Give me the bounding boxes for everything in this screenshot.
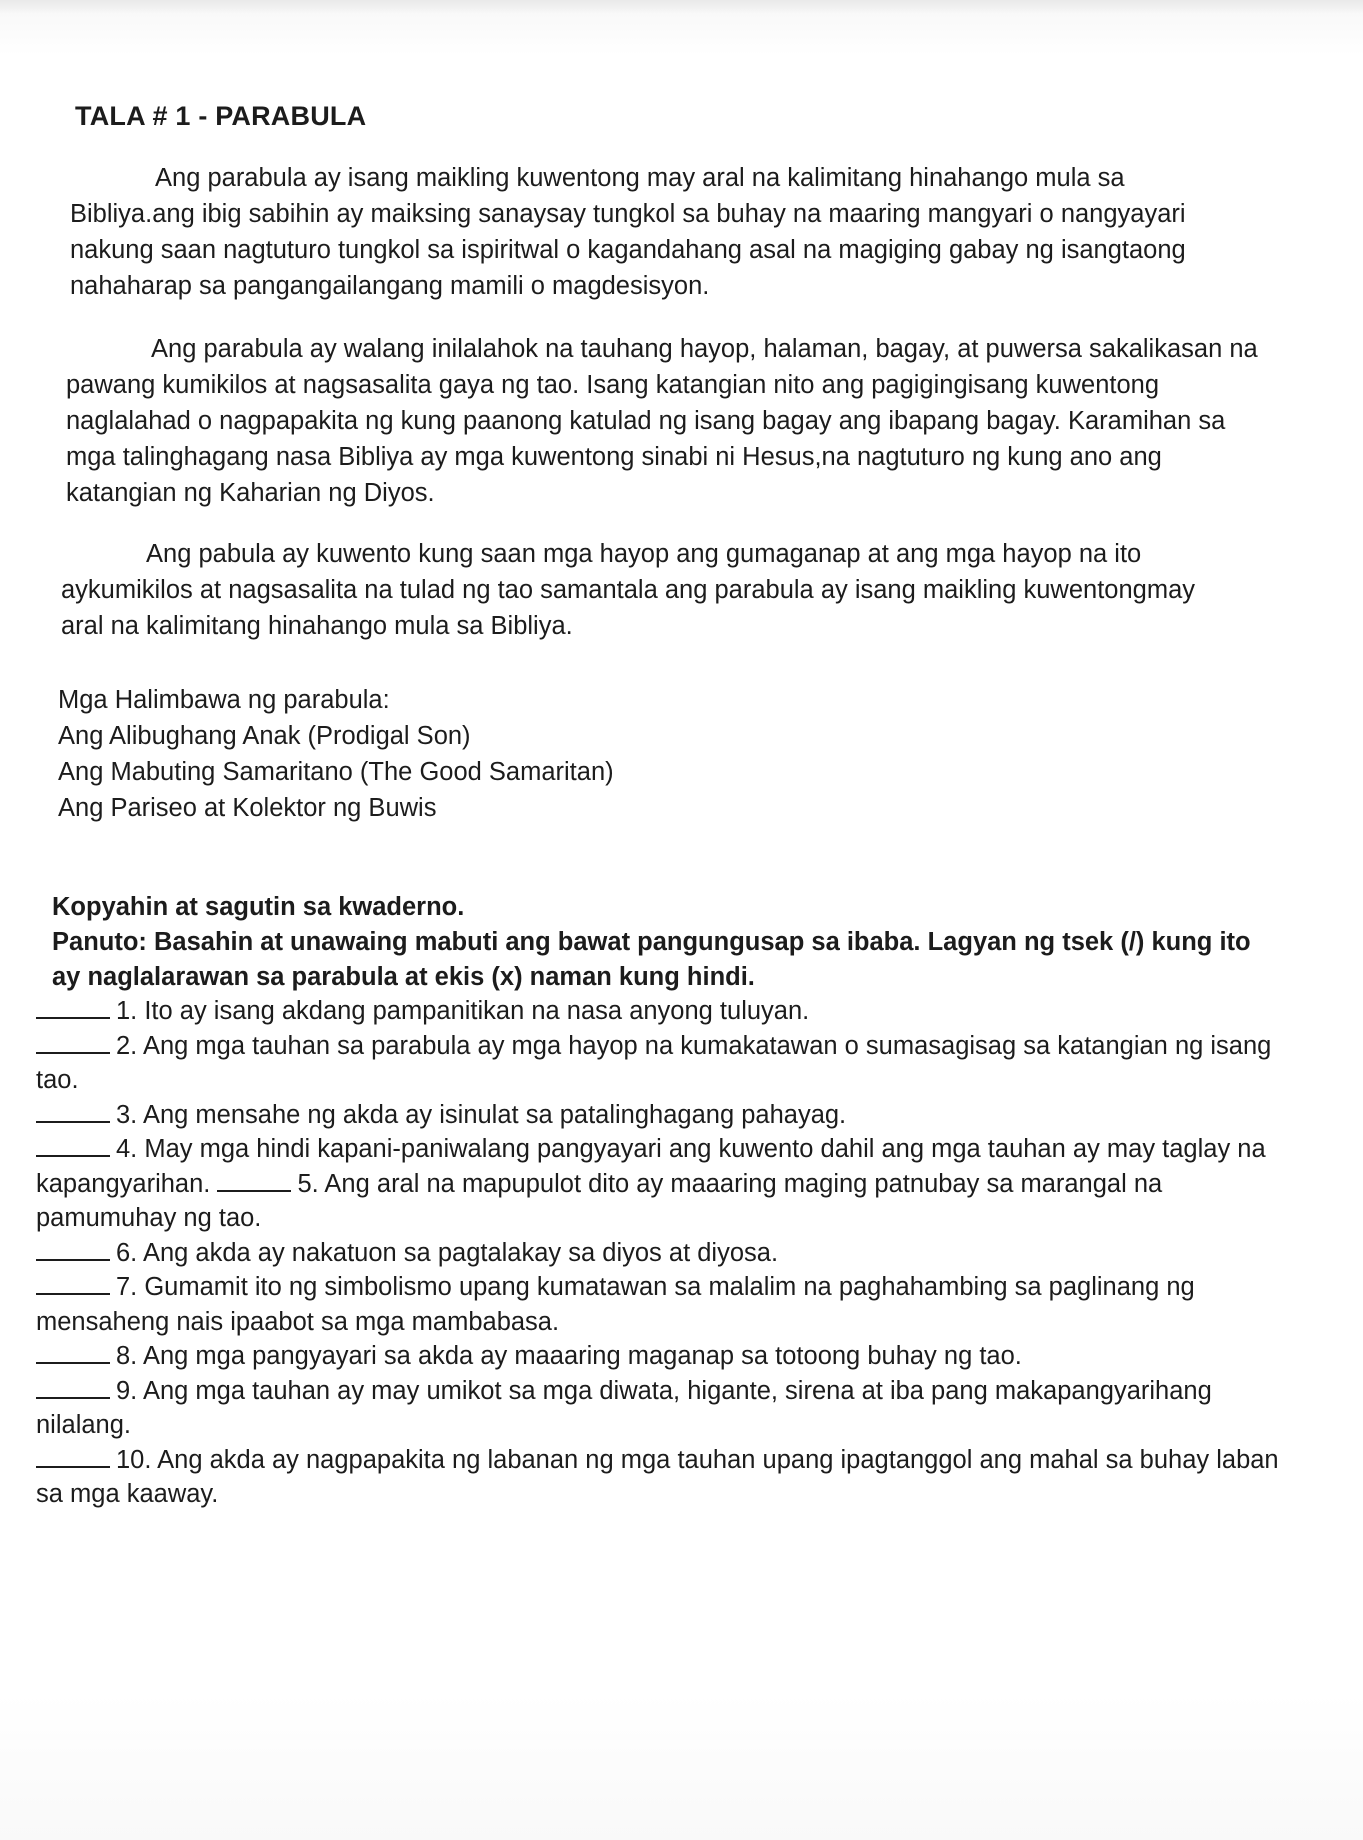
examples-list: [58, 682, 614, 826]
paragraph-definition: Ang parabula ay isang maikling kuwentong may aral na kalimitang hinahango mula sa Bibliya.ang ibig sabihin ay maiksing sanaysay tungkol sa buhay na maaring mangyari o nangyayari nakung saan nagtuturo tungkol sa ispiritwal o kagandahang asal na magiging gabay ng isangtaong nahaharap sa pangangailangang mamili o magdesisyon.: [70, 164, 1186, 300]
answer-blank[interactable]: [217, 1168, 291, 1192]
answer-blank[interactable]: [36, 1237, 110, 1261]
examples-heading: Mga Halimbawa ng parabula:: [58, 686, 390, 714]
instructions-block: [52, 890, 1282, 995]
question-list: [36, 994, 1286, 1512]
example-item: Ang Alibughang Anak (Prodigal Son): [58, 722, 471, 750]
question-text: 9. Ang mga tauhan ay may umikot sa mga diwata, higante, sirena at iba pang makapangyarihang nilalang.: [36, 1376, 1212, 1439]
scan-edge-shadow: [0, 0, 1363, 14]
question-text: 6. Ang akda ay nakatuon sa pagtalakay sa diyos at diyosa.: [116, 1238, 779, 1267]
answer-blank[interactable]: [36, 995, 110, 1019]
question-item: [36, 1443, 1286, 1512]
answer-blank[interactable]: [36, 1340, 110, 1364]
question-text: 5. Ang aral na mapupulot dito ay maaaring maging patnubay sa marangal na pamumuhay ng tao.: [36, 1169, 1163, 1232]
instruction-copy: Kopyahin at sagutin sa kwaderno.: [52, 893, 465, 921]
question-item: [36, 1339, 1286, 1374]
page-title: TALA # 1 - PARABULA: [75, 101, 367, 131]
answer-blank[interactable]: [36, 1133, 110, 1157]
question-text: 8. Ang mga pangyayari sa akda ay maaaring maganap sa totoong buhay ng tao.: [116, 1342, 1022, 1370]
question-text: 4. May mga hindi kapani-paniwalang pangyayari ang kuwento dahil ang mga tauhan ay may taglay na kapangyarihan.: [36, 1135, 1266, 1198]
question-text: 2. Ang mga tauhan sa parabula ay mga hayop na kumakatawan o sumasagisag sa katangian ng isang tao.: [36, 1031, 1272, 1094]
example-item: Ang Pariseo at Kolektor ng Buwis: [58, 794, 437, 822]
question-item: [36, 1270, 1286, 1339]
question-item: [36, 1029, 1286, 1098]
answer-blank[interactable]: [36, 1375, 110, 1399]
paragraph-comparison: Ang pabula ay kuwento kung saan mga hayop ang gumaganap at ang mga hayop na ito aykumikilos at nagsasalita na tulad ng tao samantala ang parabula ay isang maikling kuwentongmay aral na kalimitang hinahango mula sa Bibliya.: [61, 540, 1196, 640]
question-item: [36, 1236, 1286, 1271]
example-item: Ang Mabuting Samaritano (The Good Samaritan): [58, 758, 614, 786]
paragraph-characteristics: Ang parabula ay walang inilalahok na tauhang hayop, halaman, bagay, at puwersa sakalikasan na pawang kumikilos at nagsasalita gaya ng tao. Isang katangian nito ang pagigingisang kuwentong naglalahad o nagpapakita ng kung paanong katulad ng isang bagay ang ibapang bagay. Karamihan sa mga talinghagang nasa Bibliya ay mga kuwentong sinabi ni Hesus,na nagtuturo ng kung ano ang katangian ng Kaharian ng Diyos.: [66, 335, 1258, 507]
question-item: [36, 994, 1286, 1029]
question-text: 10. Ang akda ay nagpapakita ng labanan ng mga tauhan upang ipagtanggol ang mahal sa buhay laban sa mga kaaway.: [36, 1445, 1279, 1508]
question-text: 3. Ang mensahe ng akda ay isinulat sa patalinghagang pahayag.: [116, 1100, 847, 1129]
answer-blank[interactable]: [36, 1099, 110, 1123]
answer-blank[interactable]: [36, 1030, 110, 1054]
answer-blank[interactable]: [36, 1271, 110, 1295]
question-text: 1. Ito ay isang akdang pampanitikan na nasa anyong tuluyan.: [116, 997, 810, 1025]
question-item: [36, 1098, 1286, 1133]
question-item: [36, 1374, 1286, 1443]
answer-blank[interactable]: [36, 1444, 110, 1468]
question-text: 7. Gumamit ito ng simbolismo upang kumatawan sa malalim na paghahambing sa paglinang ng mensaheng nais ipaabot sa mga mambabasa.: [36, 1273, 1195, 1336]
question-item: [36, 1132, 1286, 1236]
instruction-directions: Panuto: Basahin at unawaing mabuti ang bawat pangungusap sa ibaba. Lagyan ng tsek (/) kung ito ay naglalarawan sa parabula at ekis (x) naman kung hindi.: [52, 928, 1251, 991]
